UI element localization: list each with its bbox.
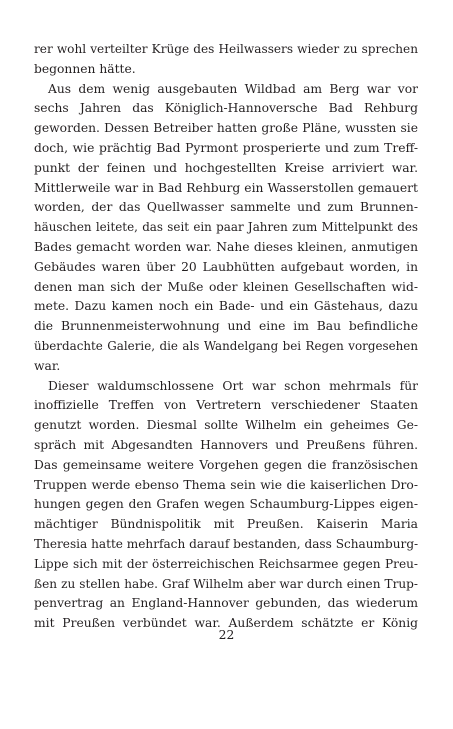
text-line: Gebäudes waren über 20 Laubhütten aufgebaut worden, in	[34, 259, 418, 274]
text-line: Theresia hatte mehrfach darauf bestanden, dass Schaumburg-	[34, 536, 418, 551]
text-line: penvertrag an England-Hannover gebunden, das wiederum	[34, 596, 418, 611]
text-line: punkt der feinen und hochgestellten Kreise arriviert war.	[34, 160, 418, 175]
text-line: Bades gemacht worden war. Nahe dieses kleinen, anmutigen	[34, 239, 418, 254]
text-line: spräch mit Abgesandten Hannovers und Preußens führen.	[34, 437, 418, 452]
page-number: 22	[218, 628, 235, 642]
text-line: Das gemeinsame weitere Vorgehen gegen die französischen	[34, 457, 418, 472]
text-line: Truppen werde ebenso Thema sein wie die kaiserlichen Dro-	[34, 477, 418, 492]
paragraph-2	[34, 80, 418, 377]
text-line: denen man sich der Muße oder kleinen Gesellschaften wid-	[34, 279, 418, 294]
text-line: die Brunnenmeisterwohnung und eine im Bau befindliche	[34, 319, 418, 334]
body-text	[34, 40, 418, 634]
text-line: mete. Dazu kamen noch ein Bade- und ein Gästehaus, dazu	[34, 299, 418, 314]
text-line: mit Preußen verbündet war. Außerdem schätzte er König	[34, 616, 418, 631]
text-line: Dieser waldumschlossene Ort war schon mehrmals für	[48, 378, 418, 393]
text-line: Aus dem wenig ausgebauten Wildbad am Berg war vor	[48, 81, 418, 96]
text-line: geworden. Dessen Betreiber hatten große Pläne, wussten sie	[34, 121, 418, 136]
text-line: war.	[34, 358, 61, 373]
text-line: ßen zu stellen habe. Graf Wilhelm aber war durch einen Trup-	[34, 576, 418, 591]
text-line: überdachte Galerie, die als Wandelgang bei Regen vorgesehen	[34, 338, 418, 353]
paragraph-3	[34, 377, 418, 634]
text-line: rer wohl verteilter Krüge des Heilwassers wieder zu sprechen	[34, 42, 418, 56]
text-line: hungen gegen den Grafen wegen Schaumburg-Lippes eigen-	[34, 497, 418, 512]
text-line: sechs Jahren das Königlich-Hannoversche Bad Rehburg	[34, 101, 418, 116]
text-line: genutzt worden. Diesmal sollte Wilhelm ein geheimes Ge-	[34, 418, 418, 433]
text-line: inoffizielle Treffen von Vertretern verschiedener Staaten	[34, 398, 418, 413]
text-line: häuschen leitete, das seit ein paar Jahren zum Mittelpunkt des	[34, 220, 418, 235]
text-line: Lippe sich mit der österreichischen Reichsarmee gegen Preu-	[34, 556, 418, 571]
text-line: doch, wie prächtig Bad Pyrmont prosperierte und zum Treff-	[34, 140, 418, 155]
paragraph-1	[34, 40, 418, 80]
text-line: mächtiger Bündnispolitik mit Preußen. Kaiserin Maria	[34, 517, 418, 532]
text-line: Mittlerweile war in Bad Rehburg ein Wasserstollen gemauert	[34, 180, 418, 195]
text-line: begonnen hätte.	[34, 61, 136, 76]
text-line: worden, der das Quellwasser sammelte und zum Brunnen-	[34, 200, 418, 215]
